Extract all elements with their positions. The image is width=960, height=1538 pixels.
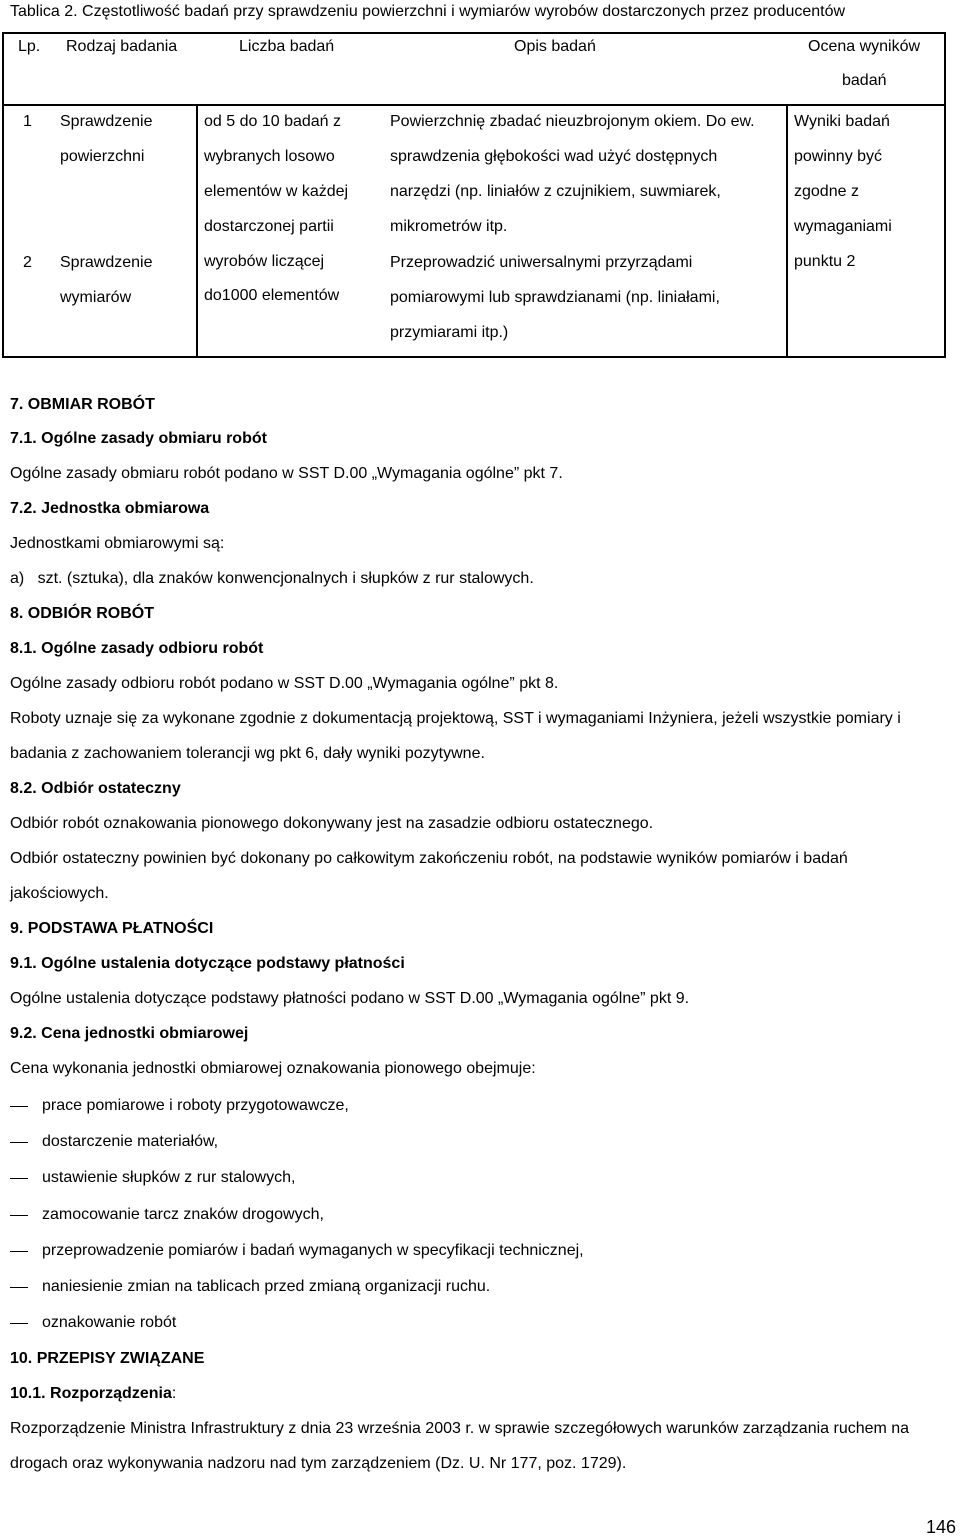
table-caption: Tablica 2. Częstotliwość badań przy sprawdzeniu powierzchni i wymiarów wyrobów dostarczonych przez producentów (10, 3, 846, 20)
heading-9: 9. PODSTAWA PŁATNOŚCI (10, 920, 214, 937)
row1-rodzaj-2: powierzchni (60, 148, 145, 165)
heading-7-1: 7.1. Ogólne zasady obmiaru robót (10, 430, 267, 447)
dash-bullet-icon (10, 1323, 28, 1324)
ocena-line-3: zgodne z (794, 183, 859, 200)
liczba-line-1: od 5 do 10 badań z (204, 113, 342, 130)
heading-7-2: 7.2. Jednostka obmiarowa (10, 500, 210, 517)
text-8-1-b-2: badania z zachowaniem tolerancji wg pkt 6, dały wyniki pozytywne. (10, 745, 485, 762)
header-opis: Opis badań (514, 38, 596, 55)
text-8-1-b-1: Roboty uznaje się za wykonane zgodnie z dokumentacją projektową, SST i wymaganiami Inżyniera, jeżeli wszystkie pomiary i (10, 710, 901, 727)
heading-10-1-label: Rozporządzenia (50, 1385, 172, 1402)
heading-9-1: 9.1. Ogólne ustalenia dotyczące podstawy płatności (10, 955, 405, 972)
heading-8-1: 8.1. Ogólne zasady odbioru robót (10, 640, 264, 657)
list-item-text: dostarczenie materiałów, (42, 1133, 219, 1150)
dash-bullet-icon (10, 1287, 28, 1288)
header-lp: Lp. (18, 38, 41, 55)
list-item-text: prace pomiarowe i roboty przygotowawcze, (42, 1097, 349, 1114)
text-9-1: Ogólne ustalenia dotyczące podstawy płatności podano w SST D.00 „Wymagania ogólne” pkt 9. (10, 990, 690, 1007)
heading-10: 10. PRZEPISY ZWIĄZANE (10, 1350, 205, 1367)
liczba-line-5: wyrobów liczącej (204, 253, 325, 270)
dash-bullet-icon (10, 1106, 28, 1107)
text-7-2: Jednostkami obmiarowymi są: (10, 535, 225, 552)
text-7-1: Ogólne zasady obmiaru robót podano w SST D.00 „Wymagania ogólne” pkt 7. (10, 465, 563, 482)
list-item-text: zamocowanie tarcz znaków drogowych, (42, 1206, 324, 1223)
text-8-2-b-2: jakościowych. (10, 885, 109, 902)
text-8-2-a: Odbiór robót oznakowania pionowego dokonywany jest na zasadzie odbioru ostatecznego. (10, 815, 654, 832)
row2-opis-2: pomiarowymi lub sprawdzianami (np. liniałami, (390, 289, 720, 306)
ocena-line-2: powinny być (794, 148, 883, 165)
item-7-2-a: a) szt. (sztuka), dla znaków konwencjonalnych i słupków z rur stalowych. (10, 570, 534, 587)
header-ocena: Ocena wyników (808, 38, 921, 55)
dash-bullet-icon (10, 1142, 28, 1143)
text-10-1-b: drogach oraz wykonywania nadzoru nad tym zarządzeniem (Dz. U. Nr 177, poz. 1729). (10, 1455, 627, 1472)
page-number: 146 (925, 1517, 956, 1537)
row2-lp: 2 (23, 254, 32, 271)
list-item-text: ustawienie słupków z rur stalowych, (42, 1169, 296, 1186)
row1-opis-4: mikrometrów itp. (390, 218, 508, 235)
row2-opis-1: Przeprowadzić uniwersalnymi przyrządami (390, 254, 693, 271)
liczba-line-2: wybranych losowo (204, 148, 335, 165)
text-9-2: Cena wykonania jednostki obmiarowej oznakowania pionowego obejmuje: (10, 1060, 536, 1077)
heading-8-2: 8.2. Odbiór ostateczny (10, 780, 181, 797)
row2-rodzaj-2: wymiarów (60, 289, 132, 306)
row2-opis-3: przymiarami itp.) (390, 324, 509, 341)
ocena-line-4: wymaganiami (794, 218, 892, 235)
dash-bullet-icon (10, 1215, 28, 1216)
row2-rodzaj-1: Sprawdzenie (60, 254, 153, 271)
heading-9-2: 9.2. Cena jednostki obmiarowej (10, 1025, 249, 1042)
text-8-2-b-1: Odbiór ostateczny powinien być dokonany po całkowitym zakończeniu robót, na podstawie wyników pomiarów i badań (10, 850, 848, 867)
header-ocena-2: badań (842, 72, 887, 89)
ocena-line-1: Wyniki badań (794, 113, 890, 130)
list-item-text: naniesienie zmian na tablicach przed zmianą organizacji ruchu. (42, 1278, 491, 1295)
header-rodzaj: Rodzaj badania (66, 38, 178, 55)
row1-opis-1: Powierzchnię zbadać nieuzbrojonym okiem. Do ew. (390, 113, 755, 130)
liczba-line-4: dostarczonej partii (204, 218, 334, 235)
text-8-1: Ogólne zasady odbioru robót podano w SST D.00 „Wymagania ogólne” pkt 8. (10, 675, 559, 692)
row1-opis-2: sprawdzenia głębokości wad użyć dostępnych (390, 148, 718, 165)
heading-10-1 (10, 1384, 176, 1404)
heading-10-1-number: 10.1. (10, 1385, 46, 1402)
row1-lp: 1 (23, 113, 32, 130)
dash-bullet-icon (10, 1251, 28, 1252)
row1-opis-3: narzędzi (np. liniałów z czujnikiem, suwmiarek, (390, 183, 721, 200)
ocena-line-5: punktu 2 (794, 253, 856, 270)
list-item-text: przeprowadzenie pomiarów i badań wymaganych w specyfikacji technicznej, (42, 1242, 584, 1259)
text-10-1-a: Rozporządzenie Ministra Infrastruktury z dnia 23 września 2003 r. w sprawie szczegółowych warunków zarządzania ruchem na (10, 1420, 910, 1437)
list-item-text: oznakowanie robót (42, 1314, 177, 1331)
header-liczba: Liczba badań (239, 38, 335, 55)
heading-10-1-colon: : (171, 1385, 177, 1402)
liczba-line-6: do1000 elementów (204, 287, 340, 304)
heading-8: 8. ODBIÓR ROBÓT (10, 605, 155, 622)
liczba-line-3: elementów w każdej (204, 183, 349, 200)
frequency-table (0, 0, 960, 360)
heading-7: 7. OBMIAR ROBÓT (10, 396, 155, 413)
dash-bullet-icon (10, 1178, 28, 1179)
row1-rodzaj-1: Sprawdzenie (60, 113, 153, 130)
